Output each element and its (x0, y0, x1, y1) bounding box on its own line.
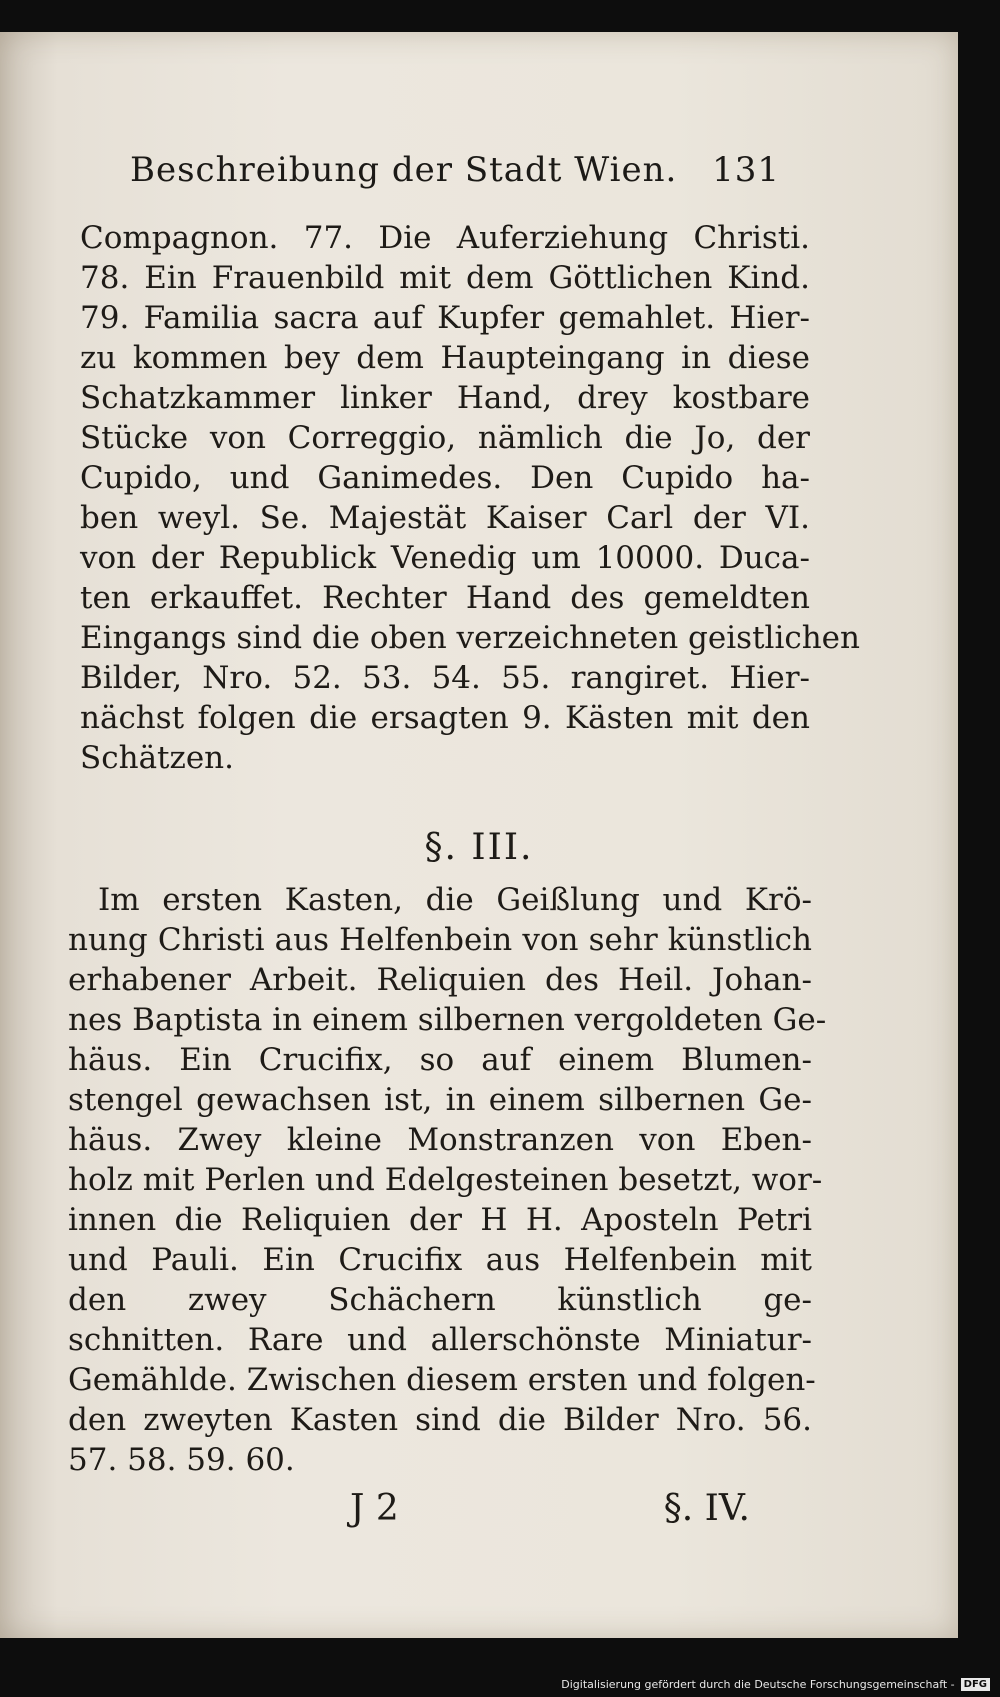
text-line: ten erkauffet. Rechter Hand des gemeldten (80, 580, 810, 616)
catchword: §. IV. (663, 1488, 750, 1529)
credit-text: Digitalisierung gefördert durch die Deutsche Forschungsgemeinschaft - (561, 1678, 955, 1691)
running-header (130, 150, 780, 190)
text-line: Eingangs sind die oben verzeichneten geistlichen (80, 620, 860, 656)
signature-mark: J 2 (350, 1488, 399, 1529)
text-line: ben weyl. Se. Majestät Kaiser Carl der VI. (80, 500, 810, 536)
book-page (0, 32, 958, 1638)
text-line: schnitten. Rare und allerschönste Miniatur- (68, 1322, 812, 1358)
header-title: Beschreibung der Stadt Wien. (130, 150, 678, 190)
text-line: Cupido, und Ganimedes. Den Cupido ha- (80, 460, 810, 496)
text-line: nächst folgen die ersagten 9. Kästen mit den (80, 700, 810, 736)
text-line: zu kommen bey dem Haupteingang in diese (80, 340, 810, 376)
text-line: häus. Zwey kleine Monstranzen von Eben- (68, 1122, 812, 1158)
digitization-credit (561, 1678, 990, 1691)
section-heading: §. III. (424, 827, 534, 868)
dfg-logo-icon: DFG (961, 1678, 990, 1691)
text-line: Schatzkammer linker Hand, drey kostbare (80, 380, 810, 416)
text-line: Gemählde. Zwischen diesem ersten und folgen- (68, 1362, 816, 1398)
text-line: innen die Reliquien der H H. Aposteln Petri (68, 1202, 812, 1238)
text-line: stengel gewachsen ist, in einem silbernen Ge- (68, 1082, 812, 1118)
text-line: Stücke von Correggio, nämlich die Jo, der (80, 420, 810, 456)
text-line: den zweyten Kasten sind die Bilder Nro. 56. (68, 1402, 812, 1438)
text-line: nes Baptista in einem silbernen vergoldeten Ge- (68, 1002, 827, 1038)
text-line: nung Christi aus Helfenbein von sehr künstlich (68, 922, 812, 958)
text-line: Schätzen. (80, 740, 235, 776)
page-footer (350, 1488, 750, 1529)
text-line: 78. Ein Frauenbild mit dem Göttlichen Kind. (80, 260, 810, 296)
text-line: und Pauli. Ein Crucifix aus Helfenbein mit (68, 1242, 812, 1278)
text-line: erhabener Arbeit. Reliquien des Heil. Johan- (68, 962, 812, 998)
text-line: von der Republick Venedig um 10000. Duca- (80, 540, 810, 576)
text-line: Compagnon. 77. Die Auferziehung Christi. (80, 220, 810, 256)
text-line: den zwey Schächern künstlich ge- (68, 1282, 812, 1318)
text-line: Im ersten Kasten, die Geißlung und Krö- (98, 882, 812, 918)
paragraph-block-1 (80, 218, 860, 778)
paragraph-block-2 (68, 880, 827, 1480)
page-number: 131 (712, 150, 780, 190)
text-line: 57. 58. 59. 60. (68, 1442, 295, 1478)
text-line: Bilder, Nro. 52. 53. 54. 55. rangiret. Hier- (80, 660, 810, 696)
text-line: holz mit Perlen und Edelgesteinen besetzt, wor- (68, 1162, 823, 1198)
text-line: häus. Ein Crucifix, so auf einem Blumen- (68, 1042, 812, 1078)
text-line: 79. Familia sacra auf Kupfer gemahlet. Hier- (80, 300, 810, 336)
